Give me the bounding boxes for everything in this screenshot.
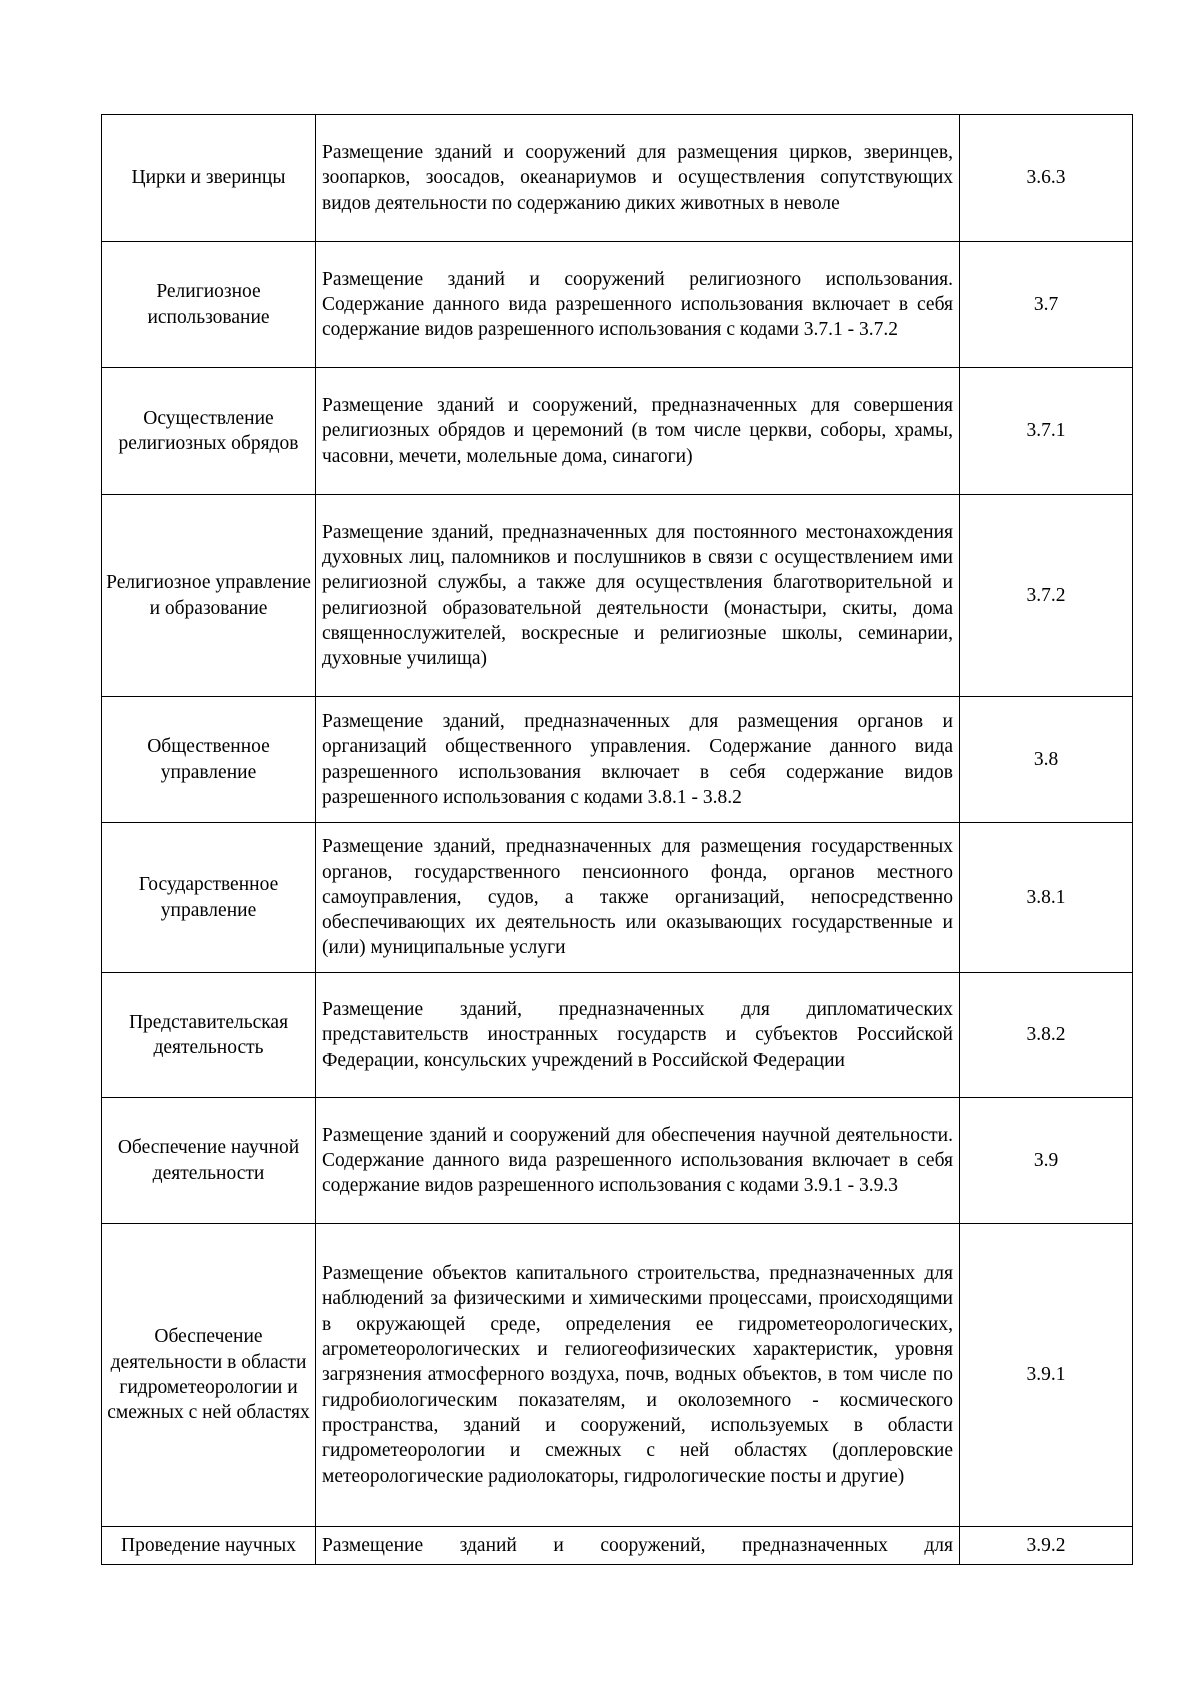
use-code-cell: 3.9.2 <box>960 1527 1133 1565</box>
use-description-cell: Размещение зданий, предназначенных для постоянного местонахождения духовных лиц, паломников и послушников в связи с осуществлением ими религиозной службы, а также для осуществления благотворительной и религиозной образовательной деятельности (монастыри, скиты, дома священнослужителей, воскресные и религиозные школы, семинарии, духовные училища) <box>316 495 960 697</box>
use-code-cell: 3.7 <box>960 242 1133 368</box>
use-code-cell: 3.7.2 <box>960 495 1133 697</box>
use-description-cell: Размещение зданий и сооружений для обеспечения научной деятельности. Содержание данного вида разрешенного использования включает в себя содержание видов разрешенного использования с кодами 3.9.1 - 3.9.3 <box>316 1098 960 1224</box>
use-code-cell: 3.7.1 <box>960 368 1133 495</box>
use-name-cell: Представительская деятельность <box>102 973 316 1098</box>
use-name-cell: Проведение научных <box>102 1527 316 1565</box>
use-description-cell: Размещение зданий, предназначенных для размещения государственных органов, государственного пенсионного фонда, органов местного самоуправления, судов, а также организаций, непосредственно обеспечивающих их деятельность или оказывающих государственные и (или) муниципальные услуги <box>316 823 960 973</box>
use-name-cell: Осуществление религиозных обрядов <box>102 368 316 495</box>
table-row <box>102 823 1133 973</box>
table-row <box>102 115 1133 242</box>
table-row <box>102 1224 1133 1527</box>
table-row <box>102 242 1133 368</box>
use-name-cell: Цирки и зверинцы <box>102 115 316 242</box>
use-code-cell: 3.6.3 <box>960 115 1133 242</box>
table-row <box>102 495 1133 697</box>
table-row <box>102 697 1133 823</box>
land-use-table <box>101 114 1133 1565</box>
table-row <box>102 1098 1133 1224</box>
use-code-cell: 3.8.2 <box>960 973 1133 1098</box>
use-name-cell: Обеспечение научной деятельности <box>102 1098 316 1224</box>
use-description-cell: Размещение зданий и сооружений, предназначенных для <box>316 1527 960 1565</box>
use-code-cell: 3.8 <box>960 697 1133 823</box>
table-row <box>102 973 1133 1098</box>
use-name-cell: Религиозное использование <box>102 242 316 368</box>
use-code-cell: 3.9.1 <box>960 1224 1133 1527</box>
use-description-cell: Размещение зданий и сооружений, предназначенных для совершения религиозных обрядов и церемоний (в том числе церкви, соборы, храмы, часовни, мечети, молельные дома, синагоги) <box>316 368 960 495</box>
use-description-cell: Размещение зданий и сооружений религиозного использования. Содержание данного вида разрешенного использования включает в себя содержание видов разрешенного использования с кодами 3.7.1 - 3.7.2 <box>316 242 960 368</box>
table-row <box>102 368 1133 495</box>
table-row <box>102 1527 1133 1565</box>
use-name-cell: Обеспечение деятельности в области гидрометеорологии и смежных с ней областях <box>102 1224 316 1527</box>
use-code-cell: 3.9 <box>960 1098 1133 1224</box>
use-name-cell: Государственное управление <box>102 823 316 973</box>
use-description-cell: Размещение зданий и сооружений для размещения цирков, зверинцев, зоопарков, зоосадов, океанариумов и осуществления сопутствующих видов деятельности по содержанию диких животных в неволе <box>316 115 960 242</box>
use-name-cell: Общественное управление <box>102 697 316 823</box>
use-description-cell: Размещение зданий, предназначенных для дипломатических представительств иностранных государств и субъектов Российской Федерации, консульских учреждений в Российской Федерации <box>316 973 960 1098</box>
use-description-cell: Размещение зданий, предназначенных для размещения органов и организаций общественного управления. Содержание данного вида разрешенного использования включает в себя содержание видов разрешенного использования с кодами 3.8.1 - 3.8.2 <box>316 697 960 823</box>
use-description-cell: Размещение объектов капитального строительства, предназначенных для наблюдений за физическими и химическими процессами, происходящими в окружающей среде, определения ее гидрометеорологических, агрометеорологических и гелиогеофизических характеристик, уровня загрязнения атмосферного воздуха, почв, водных объектов, в том числе по гидробиологическим показателям, и околоземного - космического пространства, зданий и сооружений, используемых в области гидрометеорологии и смежных с ней областях (доплеровские метеорологические радиолокаторы, гидрологические посты и другие) <box>316 1224 960 1527</box>
use-name-cell: Религиозное управление и образование <box>102 495 316 697</box>
use-code-cell: 3.8.1 <box>960 823 1133 973</box>
